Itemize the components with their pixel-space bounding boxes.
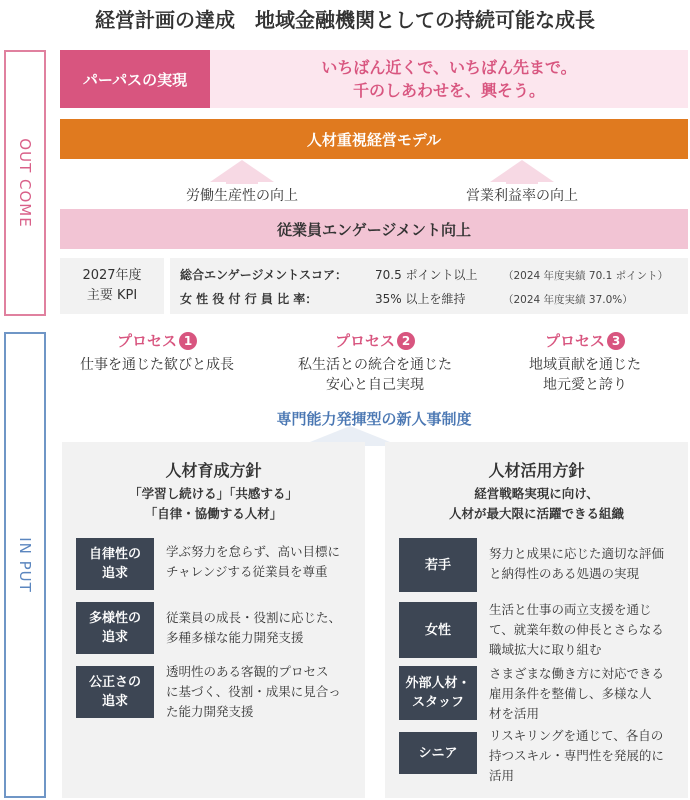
policy-description: 生活と仕事の両立支援を通じ て、就業年数の伸長とさらなる 職域拡大に取り組む: [489, 602, 664, 657]
kpi-note: （2024 年度実績 37.0%）: [503, 294, 633, 306]
process-title: プロセス 3: [480, 330, 690, 351]
kpi-value: 35% 以上を維持: [375, 292, 466, 306]
utilization-policy-title: 人材活用方針: [488, 461, 585, 480]
kpi-row: [180, 290, 633, 307]
productivity-effect: 労働生産性の向上: [186, 188, 298, 204]
policy-tag: 外部人材・ スタッフ: [399, 666, 477, 720]
policy-tag: 公正さの 追求: [76, 666, 154, 718]
engagement-bar: 従業員エンゲージメント向上: [60, 209, 688, 249]
kpi-name: 総合エンゲージメントスコア：: [180, 268, 348, 282]
purpose-label: パーパスの実現: [60, 50, 210, 108]
policy-description: 学ぶ努力を怠らず、高い目標に チャレンジする従業員を尊重: [166, 544, 341, 579]
process-description: 仕事を通じた歓びと成長: [80, 357, 234, 373]
process-title: プロセス 1: [52, 330, 262, 351]
process-1: [52, 330, 262, 375]
input-side-box: [4, 332, 46, 798]
page-title: 経営計画の達成 地域金融機関としての持続可能な成長: [95, 8, 595, 32]
process-2: [270, 330, 480, 395]
kpi-row: [180, 266, 668, 283]
outcome-side-box: [4, 50, 46, 316]
purpose-line-1: いちばん近くで、いちばん先まで。: [321, 58, 577, 77]
utilization-policy-subtitle: 経営戦略実現に向け、 人材が最大限に活躍できる組織: [448, 486, 624, 521]
arrow-stem: [506, 182, 538, 184]
arrow-up-icon: [490, 160, 554, 182]
policy-description: さまざまな働き方に対応できる 雇用条件を整備し、多様な人 材を活用: [489, 666, 665, 721]
number-3-icon: 3: [607, 332, 625, 350]
outcome-label: OUT COME: [16, 138, 34, 228]
hr-management-model-bar: 人材重視経営モデル: [60, 119, 688, 159]
kpi-year: 2027年度: [82, 268, 142, 283]
kpi-note: （2024 年度実績 70.1 ポイント）: [503, 270, 669, 282]
utilization-policy-panel: [385, 442, 688, 798]
policy-description: リスキリングを通じて、各自の 持つスキル・専門性を発展的に 活用: [489, 728, 664, 783]
development-policy-panel: [62, 442, 365, 798]
process-description: 私生活との統合を通じた 安心と自己実現: [298, 357, 452, 393]
input-label: IN PUT: [16, 537, 34, 593]
policy-tag: 女性: [399, 602, 477, 658]
purpose-line-2: 千のしあわせを、興そう。: [352, 81, 545, 100]
development-policy-subtitle: 「学習し続ける」「共感する」 「自律・協働する人材」: [129, 486, 298, 521]
new-hr-system-title: 専門能力発揮型の新人事制度: [276, 410, 472, 428]
number-2-icon: 2: [397, 332, 415, 350]
arrow-up-icon: [210, 160, 274, 182]
policy-tag: シニア: [399, 732, 477, 774]
policy-description: 透明性のある客観的プロセス に基づく、役割・成果に見合っ た能力開発支援: [166, 664, 341, 719]
policy-tag: 多様性の 追求: [76, 602, 154, 654]
arrow-stem: [226, 182, 258, 184]
kpi-detail-box: [170, 258, 688, 314]
policy-description: 努力と成果に応じた適切な評価 と納得性のある処遇の実現: [489, 546, 665, 581]
kpi-value: 70.5 ポイント以上: [375, 268, 478, 282]
development-policy-title: 人材育成方針: [165, 461, 262, 480]
policy-tag: 若手: [399, 538, 477, 592]
process-3: [480, 330, 690, 395]
policy-description: 従業員の成長・役割に応じた、 多種多様な能力開発支援: [166, 610, 342, 645]
kpi-name: 女 性 役 付 行 員 比 率：: [180, 292, 318, 306]
number-1-icon: 1: [179, 332, 197, 350]
policy-tag: 自律性の 追求: [76, 538, 154, 590]
kpi-title: 主要 KPI: [86, 288, 138, 303]
profit-margin-effect: 営業利益率の向上: [466, 188, 578, 204]
process-title: プロセス 2: [270, 330, 480, 351]
purpose-statement: [210, 50, 688, 108]
kpi-label-box: [60, 258, 164, 314]
process-description: 地域貢献を通じた 地元愛と誇り: [529, 357, 641, 393]
